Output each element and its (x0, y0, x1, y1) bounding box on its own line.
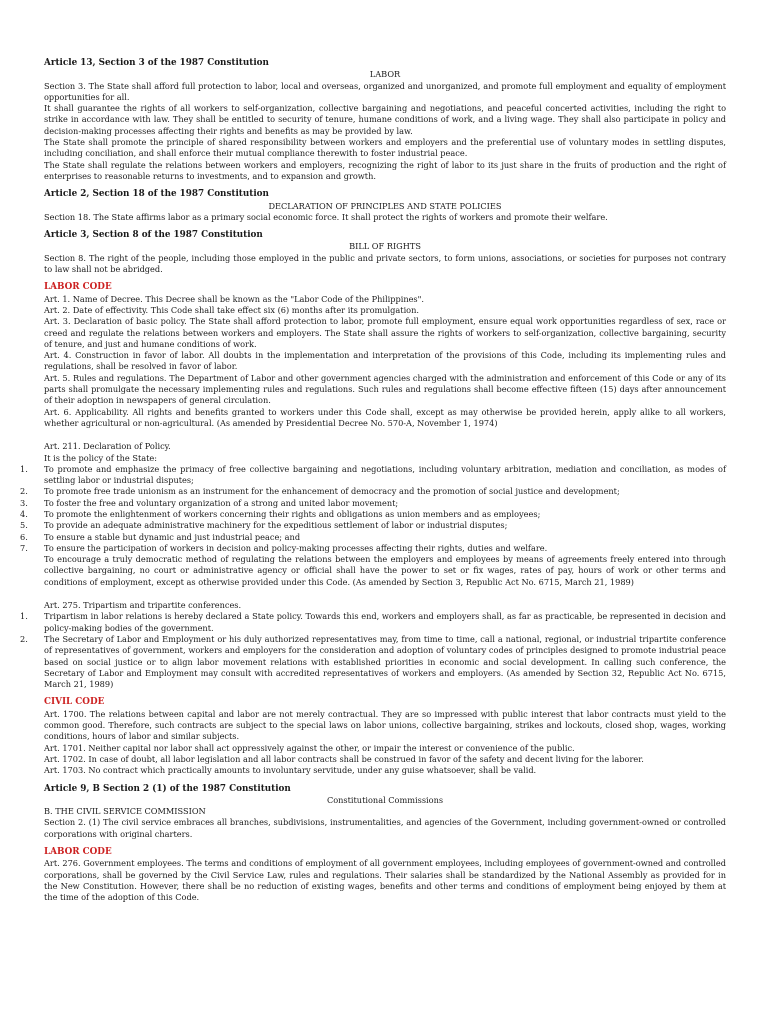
paragraph: Art. 276. Government employees. The terms and conditions of employment of all government employees, including employees of government-owned and controlled corporations, shall be governed by the Civil Service Law, rules and regulations. Their salaries shall be standardized by the National Assembly as provided for in the New Constitution. However, there shall be no reduction of existing wages, benefits and other terms and conditions of employment being enjoyed by them at the time of the adoption of this Code. (44, 858, 726, 903)
paragraph: The State shall regulate the relations between workers and employers, recognizing the right of labor to its just share in the fruits of production and the right of enterprises to reasonable returns to investments, and to expansion and growth. (44, 159, 726, 181)
paragraph: Art. 6. Applicability. All rights and benefits granted to workers under this Code shall, except as may otherwise be provided herein, apply alike to all workers, whether agricultural or non-agricultural. (As amended by Presidential Decree No. 570-A, November 1, 1974) (44, 406, 726, 428)
labor-code-heading: LABOR CODE (44, 282, 112, 293)
section-labor-code (20, 282, 726, 690)
list-item-text: To ensure the participation of workers in decision and policy-making processes affecting their rights, duties and welfare. (44, 542, 548, 553)
section-labor-code-2 (44, 847, 726, 903)
list-item-text: The Secretary of Labor and Employment or his duly authorized representatives may, from time to time, call a national, regional, or industrial tripartite conference of representatives of government, workers and employers for the consideration and adoption of voluntary codes of principles designed to promote industrial peace based on social justice or to align labor movement relations with established priorities in economic and social development. In calling such conference, the Secretary of Labor and Employment may consult with accredited representatives of workers and employers. (As amended by Section 32, Republic Act No. 6715, March 21, 1989) (44, 633, 726, 690)
list-item (20, 633, 726, 690)
list-item (20, 486, 726, 497)
paragraph: Art. 1701. Neither capital nor labor shall act oppressively against the other, or impair the interest or convenience of the public. (44, 742, 575, 753)
list-item-text: To promote and emphasize the primacy of free collective bargaining and negotiations, including voluntary arbitration, mediation and conciliation, as modes of settling labor or industrial disputes; (44, 463, 726, 486)
paragraph: Art. 5. Rules and regulations. The Department of Labor and other government agencies charged with the administration and enforcement of this Code or any of its parts shall promulgate the necessary implementing rules and regulations. Such rules and regulations shall become effective fifteen (15) days after announcement of their adoption in newspapers of general circulation. (44, 372, 726, 406)
list-number: 6. (20, 531, 28, 542)
list-number: 7. (20, 542, 28, 553)
section-article-13 (44, 58, 726, 182)
art-211-title: Art. 211. Declaration of Policy. (44, 441, 171, 452)
list-item-text: To foster the free and voluntary organization of a strong and united labor movement; (44, 497, 399, 508)
list-number: 3. (20, 497, 28, 508)
list-item (20, 542, 726, 554)
list-item (20, 463, 726, 487)
art-211-intro: It is the policy of the State: (44, 452, 158, 463)
paragraph: Art. 1703. No contract which practically amounts to involuntary servitude, under any guise whatsoever, shall be valid. (44, 765, 537, 776)
list-number: 1. (20, 611, 28, 622)
art-211-tail: To encourage a truly democratic method of regulating the relations between the employers and employees by means of agreements freely entered into through collective bargaining, no court or administrative agency or official shall have the power to set or fix wages, rates of pay, hours of work or other terms and conditions of employment, except as otherwise provided under this Code. (As amended by Section 3, Republic Act No. 6715, March 21, 1989) (44, 554, 726, 587)
list-item (20, 497, 726, 509)
list-item-text: Tripartism in labor relations is hereby declared a State policy. Towards this end, workers and employers shall, as far as practicable, be represented in decision and policy-making bodies of the government. (44, 611, 726, 633)
list-item (20, 611, 726, 634)
section-subtitle: BILL OF RIGHTS (349, 241, 421, 252)
paragraph: B. THE CIVIL SERVICE COMMISSION (44, 806, 206, 817)
list-number: 1. (20, 463, 28, 474)
list-number: 2. (20, 633, 28, 644)
paragraph: Art. 4. Construction in favor of labor. All doubts in the implementation and interpretation of the provisions of this Code, including its implementing rules and regulations, shall be resolved in favor of labor. (44, 350, 726, 372)
art-275-title: Art. 275. Tripartism and tripartite conferences. (44, 600, 242, 611)
paragraph: It shall guarantee the rights of all workers to self-organization, collective bargaining and negotiations, and peaceful concerted activities, including the right to strike in accordance with law. They shall be entitled to security of tenure, humane conditions of work, and a living wage. They shall also participate in policy and decision-making processes affecting their rights and benefits as may be provided by law. (44, 103, 726, 136)
paragraph: The State shall promote the principle of shared responsibility between workers and employers and the preferential use of voluntary modes in settling disputes, including conciliation, and shall enforce their mutual compliance therewith to foster industrial peace. (44, 137, 726, 159)
art-275-list (20, 611, 726, 690)
section-subtitle: Constitutional Commissions (326, 794, 444, 805)
paragraph: Section 8. The right of the people, including those employed in the public and private sectors, to form unions, associations, or societies for purposes not contrary to law shall not be abridged. (44, 252, 726, 275)
section-article-2 (44, 189, 726, 223)
section-heading: Article 3, Section 8 of the 1987 Constitution (44, 230, 263, 241)
paragraph: Section 18. The State affirms labor as a primary social economic force. It shall protect the rights of workers and promote their welfare. (44, 211, 608, 222)
paragraph: Art. 1702. In case of doubt, all labor legislation and all labor contracts shall be construed in favor of the safety and decent living for the laborer. (44, 753, 644, 764)
art-211-list (20, 463, 726, 554)
section-heading: Article 9, B Section 2 (1) of the 1987 Constitution (44, 783, 291, 794)
section-article-3 (44, 230, 726, 275)
section-heading: Article 13, Section 3 of the 1987 Constitution (44, 58, 269, 68)
section-article-9 (44, 784, 726, 840)
paragraph: Section 3. The State shall afford full protection to labor, local and overseas, organized and unorganized, and promote full employment and equality of employment opportunities for all. (44, 80, 726, 102)
civil-code-heading: CIVIL CODE (44, 697, 105, 708)
labor-code-heading: LABOR CODE (44, 847, 112, 857)
section-heading: Article 2, Section 18 of the 1987 Constitution (44, 189, 269, 200)
list-number: 2. (20, 486, 28, 497)
list-item (20, 520, 726, 531)
paragraph: Art. 1700. The relations between capital and labor are not merely contractual. They are so impressed with public interest that labor contracts must yield to the common good. Therefore, such contracts are subject to the special laws on labor unions, collective bargaining, strikes and lockouts, closed shop, wages, working conditions, hours of labor and similar subjects. (44, 708, 726, 742)
list-number: 4. (20, 508, 28, 519)
section-subtitle: LABOR (369, 69, 401, 80)
paragraph: Section 2. (1) The civil service embraces all branches, subdivisions, instrumentalities, and agencies of the Government, including government-owned or controlled corporations with original charters. (44, 817, 726, 839)
paragraph: Art. 1. Name of Decree. This Decree shall be known as the "Labor Code of the Philippines". (44, 293, 425, 304)
list-number: 5. (20, 520, 28, 531)
section-civil-code (44, 697, 726, 776)
list-item-text: To ensure a stable but dynamic and just industrial peace; and (44, 531, 301, 542)
paragraph: Art. 2. Date of effectivity. This Code shall take effect six (6) months after its promulgation. (44, 304, 419, 315)
list-item-text: To promote free trade unionism as an instrument for the enhancement of democracy and the promotion of social justice and development; (44, 486, 620, 497)
document-page (20, 58, 726, 903)
list-item-text: To promote the enlightenment of workers concerning their rights and obligations as union members and as employees; (44, 508, 541, 519)
list-item (20, 531, 726, 543)
paragraph: Art. 3. Declaration of basic policy. The State shall afford protection to labor, promote full employment, ensure equal work opportunities regardless of sex, race or creed and regulate the relations between workers and employers. The State shall assure the rights of workers to self-organization, collective bargaining, security of tenure, and just and humane conditions of work. (44, 316, 726, 349)
section-subtitle: DECLARATION OF PRINCIPLES AND STATE POLICIES (268, 200, 502, 211)
list-item-text: To provide an adequate administrative machinery for the expeditious settlement of labor or industrial disputes; (44, 520, 508, 531)
list-item (20, 508, 726, 520)
